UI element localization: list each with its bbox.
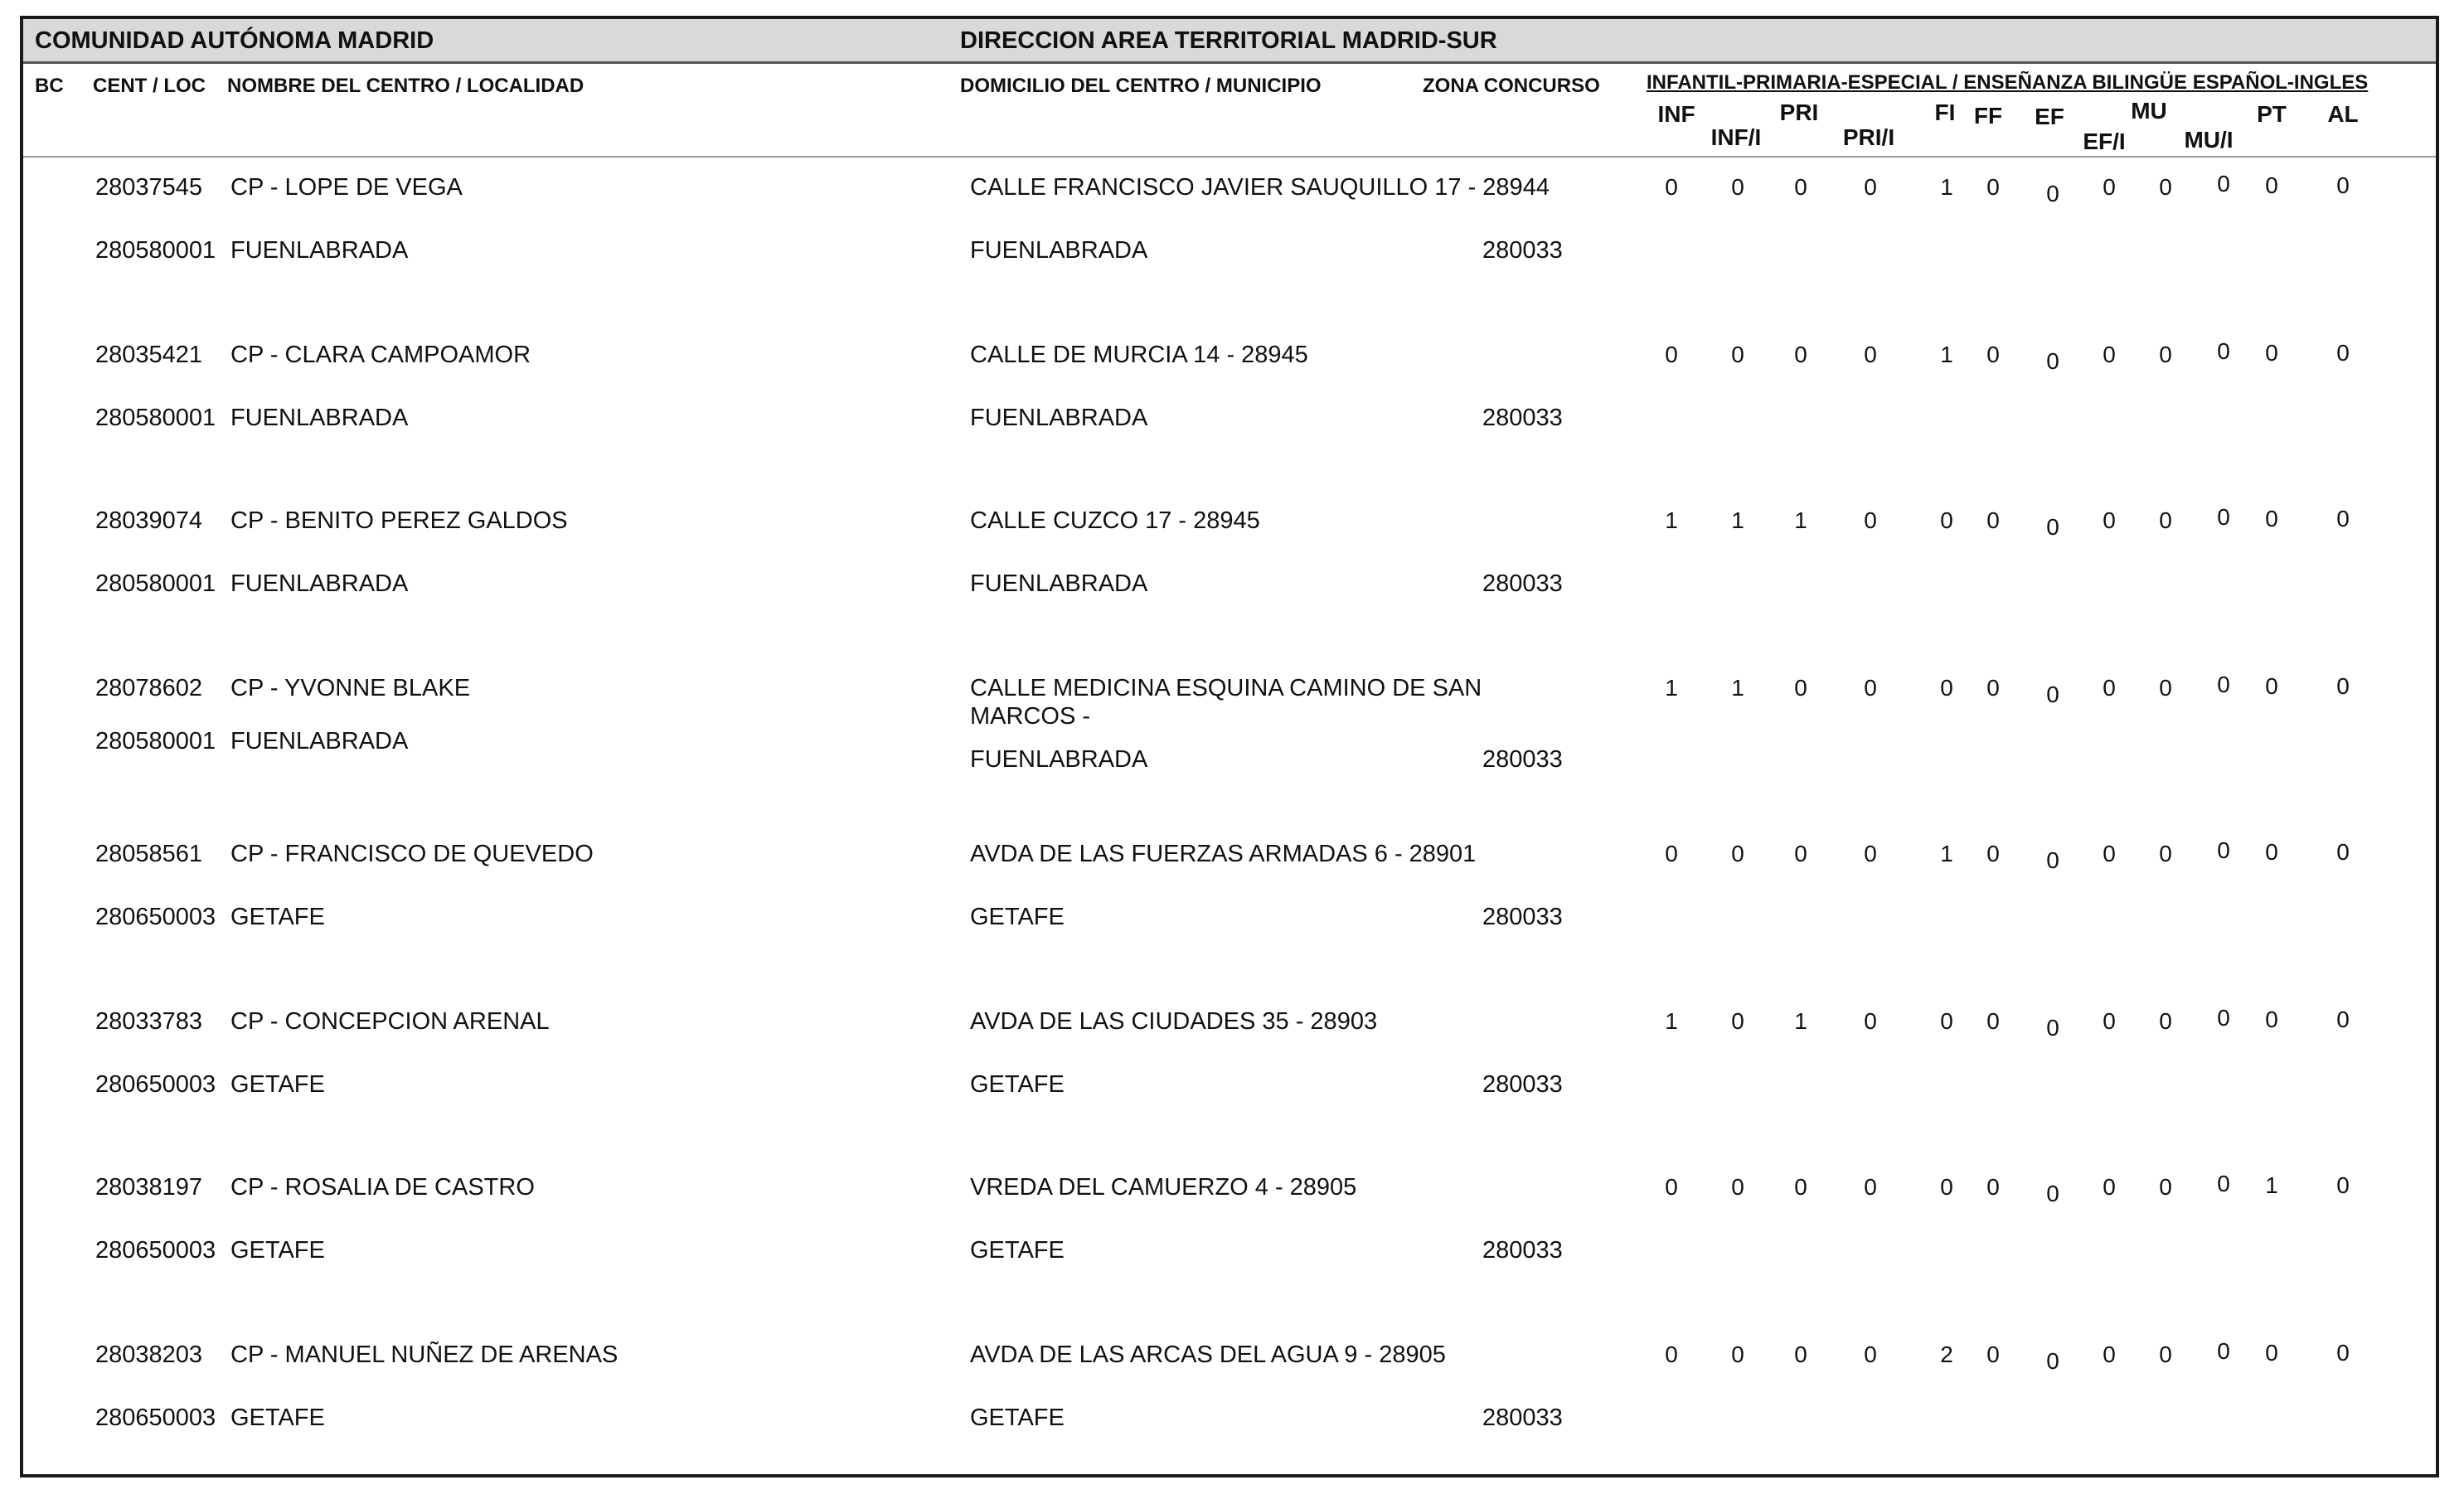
center-code: 28033783	[95, 1008, 203, 1035]
vacancy-mu-i: 0	[2217, 1338, 2230, 1364]
vacancy-ff: 0	[1986, 1008, 2000, 1034]
sub-header-pri: PRI	[1779, 99, 1819, 125]
vacancy-inf: 1	[1665, 1008, 1678, 1034]
vacancy-ef: 0	[2046, 181, 2059, 206]
locality-code: 280580001	[95, 405, 216, 431]
center-name: CP - CONCEPCION ARENAL	[230, 1008, 550, 1035]
vacancy-ef-i: 0	[2103, 675, 2116, 701]
vacancy-inf: 0	[1665, 174, 1678, 200]
vacancy-ef-i: 0	[2103, 1342, 2116, 1367]
locality-code: 280650003	[95, 1405, 216, 1431]
zone-code: 280033	[1482, 405, 1563, 431]
header-divider	[23, 156, 2436, 158]
vacancy-pri-i: 0	[1864, 1174, 1877, 1200]
vacancy-pri: 0	[1794, 1174, 1807, 1200]
municipality-name: FUENLABRADA	[970, 405, 1148, 431]
center-code: 28039074	[95, 507, 203, 534]
sub-header-ff: FF	[1973, 103, 2003, 129]
vacancy-ef: 0	[2046, 1348, 2059, 1374]
vacancy-inf: 0	[1665, 1342, 1678, 1367]
sub-header-mu-i: MU/I	[2184, 127, 2234, 153]
vacancy-ef: 0	[2046, 682, 2059, 707]
vacancy-pt: 0	[2265, 673, 2278, 699]
center-address: CALLE MEDICINA ESQUINA CAMINO DE SAN	[970, 675, 1482, 701]
locality-name: GETAFE	[230, 904, 325, 930]
vacancy-pri-i: 0	[1864, 342, 1877, 367]
vacancy-inf-i: 0	[1731, 342, 1744, 367]
vacancy-mu: 0	[2159, 1342, 2172, 1367]
vacancy-inf-i: 0	[1731, 1008, 1744, 1034]
vacancy-inf: 1	[1665, 507, 1678, 533]
sub-header-mu: MU	[2131, 98, 2167, 124]
vacancy-al: 0	[2336, 1007, 2350, 1032]
area-title: DIRECCION AREA TERRITORIAL MADRID-SUR	[960, 27, 1497, 54]
vacancy-mu-i: 0	[2217, 338, 2230, 364]
sub-header-pt: PT	[2257, 101, 2287, 127]
vacancy-pri-i: 0	[1864, 507, 1877, 533]
vacancy-pri-i: 0	[1864, 841, 1877, 866]
col-header-zona: ZONA CONCURSO	[1423, 75, 1600, 97]
vacancy-pt: 0	[2265, 340, 2278, 366]
municipality-name: FUENLABRADA	[970, 746, 1148, 773]
municipality-name: GETAFE	[970, 904, 1065, 930]
locality-name: FUENLABRADA	[230, 405, 409, 431]
sub-header-inf: INF	[1657, 101, 1695, 127]
center-name: CP - BENITO PEREZ GALDOS	[230, 507, 568, 534]
col-header-nombre: NOMBRE DEL CENTRO / LOCALIDAD	[227, 75, 584, 97]
vacancy-al: 0	[2336, 1340, 2350, 1366]
vacancy-pri: 0	[1794, 1342, 1807, 1367]
center-address: CALLE DE MURCIA 14 - 28945	[970, 342, 1308, 368]
vacancy-ef-i: 0	[2103, 174, 2116, 200]
vacancy-ff: 0	[1986, 342, 2000, 367]
zone-code: 280033	[1482, 1237, 1563, 1264]
vacancy-inf-i: 1	[1731, 507, 1744, 533]
zone-code: 280033	[1482, 746, 1563, 773]
center-address: CALLE FRANCISCO JAVIER SAUQUILLO 17 - 28944	[970, 174, 1550, 201]
vacancy-fi: 1	[1940, 342, 1953, 367]
vacancy-mu: 0	[2159, 841, 2172, 866]
vacancy-ef-i: 0	[2103, 507, 2116, 533]
zone-code: 280033	[1482, 237, 1563, 264]
col-header-domicilio: DOMICILIO DEL CENTRO / MUNICIPIO	[960, 75, 1322, 97]
col-header-bc: BC	[35, 75, 64, 97]
vacancy-ff: 0	[1986, 507, 2000, 533]
locality-code: 280650003	[95, 1071, 216, 1098]
center-address: AVDA DE LAS CIUDADES 35 - 28903	[970, 1008, 1378, 1035]
vacancy-inf: 1	[1665, 675, 1678, 701]
zone-code: 280033	[1482, 1071, 1563, 1098]
vacancy-fi: 0	[1940, 1008, 1953, 1034]
vacancy-mu: 0	[2159, 342, 2172, 367]
municipality-name: FUENLABRADA	[970, 237, 1148, 264]
vacancy-pri-i: 0	[1864, 1008, 1877, 1034]
center-name: CP - MANUEL NUÑEZ DE ARENAS	[230, 1342, 618, 1368]
vacancy-ef-i: 0	[2103, 841, 2116, 866]
vacancy-pri-i: 0	[1864, 1342, 1877, 1367]
center-code: 28038197	[95, 1174, 203, 1201]
zone-code: 280033	[1482, 904, 1563, 930]
vacancy-pt: 0	[2265, 506, 2278, 531]
vacancy-pt: 0	[2265, 172, 2278, 198]
vacancy-al: 0	[2336, 172, 2350, 198]
vacancy-al: 0	[2336, 340, 2350, 366]
zone-code: 280033	[1482, 1405, 1563, 1431]
vacancy-pri-i: 0	[1864, 174, 1877, 200]
locality-code: 280650003	[95, 904, 216, 930]
vacancy-mu-i: 0	[2217, 1171, 2230, 1196]
vacancy-mu: 0	[2159, 174, 2172, 200]
vacancy-ef-i: 0	[2103, 342, 2116, 367]
vacancy-mu-i: 0	[2217, 1005, 2230, 1031]
col-header-cent-loc: CENT / LOC	[93, 75, 206, 97]
center-name: CP - FRANCISCO DE QUEVEDO	[230, 841, 594, 867]
vacancy-ff: 0	[1986, 841, 2000, 866]
region-title: COMUNIDAD AUTÓNOMA MADRID	[35, 27, 434, 54]
vacancy-ef: 0	[2046, 1015, 2059, 1041]
vacancy-al: 0	[2336, 839, 2350, 865]
vacancy-inf: 0	[1665, 841, 1678, 866]
center-address-cont: MARCOS -	[970, 703, 1090, 730]
locality-code: 280650003	[95, 1237, 216, 1264]
vacancy-inf-i: 0	[1731, 1174, 1744, 1200]
vacancy-ef: 0	[2046, 514, 2059, 540]
locality-code: 280580001	[95, 237, 216, 264]
vacancy-pri: 1	[1794, 1008, 1807, 1034]
sub-header-fi: FI	[1934, 99, 1956, 125]
vacancy-pt: 1	[2265, 1172, 2278, 1198]
vacancy-fi: 1	[1940, 841, 1953, 866]
vacancy-al: 0	[2336, 1172, 2350, 1198]
center-code: 28078602	[95, 675, 203, 701]
vacancy-inf-i: 0	[1731, 841, 1744, 866]
vacancy-ef: 0	[2046, 348, 2059, 374]
vacancy-inf-i: 0	[1731, 1342, 1744, 1367]
vacancy-mu: 0	[2159, 507, 2172, 533]
center-name: CP - YVONNE BLAKE	[230, 675, 471, 701]
vacancy-ff: 0	[1986, 1174, 2000, 1200]
vacancy-ef-i: 0	[2103, 1008, 2116, 1034]
locality-name: FUENLABRADA	[230, 570, 409, 597]
vacancy-fi: 0	[1940, 675, 1953, 701]
vacancy-fi: 0	[1940, 1174, 1953, 1200]
center-address: VREDA DEL CAMUERZO 4 - 28905	[970, 1174, 1357, 1201]
vacancy-inf: 0	[1665, 342, 1678, 367]
vacancy-ff: 0	[1986, 675, 2000, 701]
locality-name: FUENLABRADA	[230, 237, 409, 264]
vacancy-ef: 0	[2046, 847, 2059, 873]
locality-name: GETAFE	[230, 1405, 325, 1431]
vacancy-fi: 0	[1940, 507, 1953, 533]
vacancy-mu: 0	[2159, 675, 2172, 701]
center-code: 28058561	[95, 841, 203, 867]
municipality-name: FUENLABRADA	[970, 570, 1148, 597]
center-name: CP - CLARA CAMPOAMOR	[230, 342, 531, 368]
sub-header-al: AL	[2327, 101, 2359, 127]
vacancy-al: 0	[2336, 673, 2350, 699]
vacancy-al: 0	[2336, 506, 2350, 531]
vacancy-ff: 0	[1986, 174, 2000, 200]
zone-code: 280033	[1482, 570, 1563, 597]
vacancy-fi: 2	[1940, 1342, 1953, 1367]
vacancy-fi: 1	[1940, 174, 1953, 200]
locality-name: GETAFE	[230, 1071, 325, 1098]
center-code: 28035421	[95, 342, 203, 368]
vacancy-inf-i: 0	[1731, 174, 1744, 200]
sub-header-pri-i: PRI/I	[1842, 124, 1895, 150]
municipality-name: GETAFE	[970, 1237, 1065, 1264]
center-address: CALLE CUZCO 17 - 28945	[970, 507, 1260, 534]
vacancy-pt: 0	[2265, 839, 2278, 865]
vacancy-mu-i: 0	[2217, 837, 2230, 863]
center-name: CP - ROSALIA DE CASTRO	[230, 1174, 535, 1201]
municipality-name: GETAFE	[970, 1405, 1065, 1431]
center-code: 28037545	[95, 174, 203, 201]
vacancy-mu-i: 0	[2217, 171, 2230, 197]
locality-code: 280580001	[95, 570, 216, 597]
vacancy-pt: 0	[2265, 1340, 2278, 1366]
municipality-name: GETAFE	[970, 1071, 1065, 1098]
vacancy-pri: 0	[1794, 342, 1807, 367]
vacancy-pri: 1	[1794, 507, 1807, 533]
vacancy-inf: 0	[1665, 1174, 1678, 1200]
vacancy-pt: 0	[2265, 1007, 2278, 1032]
sub-header-ef-i: EF/I	[2083, 129, 2126, 154]
vacancy-mu-i: 0	[2217, 672, 2230, 697]
center-address: AVDA DE LAS ARCAS DEL AGUA 9 - 28905	[970, 1342, 1446, 1368]
locality-name: FUENLABRADA	[230, 728, 409, 754]
sub-header-ef: EF	[2035, 104, 2064, 129]
center-code: 28038203	[95, 1342, 203, 1368]
col-group-header: INFANTIL-PRIMARIA-ESPECIAL / ENSEÑANZA BILINGÜE ESPAÑOL-INGLES	[1647, 71, 2369, 94]
locality-code: 280580001	[95, 728, 216, 754]
vacancy-mu: 0	[2159, 1008, 2172, 1034]
vacancy-pri: 0	[1794, 174, 1807, 200]
center-name: CP - LOPE DE VEGA	[230, 174, 463, 201]
vacancy-mu: 0	[2159, 1174, 2172, 1200]
vacancy-ef-i: 0	[2103, 1174, 2116, 1200]
vacancy-ef: 0	[2046, 1181, 2059, 1206]
vacancy-pri: 0	[1794, 841, 1807, 866]
center-address: AVDA DE LAS FUERZAS ARMADAS 6 - 28901	[970, 841, 1477, 867]
vacancy-pri-i: 0	[1864, 675, 1877, 701]
vacancy-pri: 0	[1794, 675, 1807, 701]
vacancy-ff: 0	[1986, 1342, 2000, 1367]
sub-header-inf-i: INF/I	[1710, 124, 1762, 150]
vacancy-inf-i: 1	[1731, 675, 1744, 701]
locality-name: GETAFE	[230, 1237, 325, 1264]
vacancy-mu-i: 0	[2217, 504, 2230, 530]
